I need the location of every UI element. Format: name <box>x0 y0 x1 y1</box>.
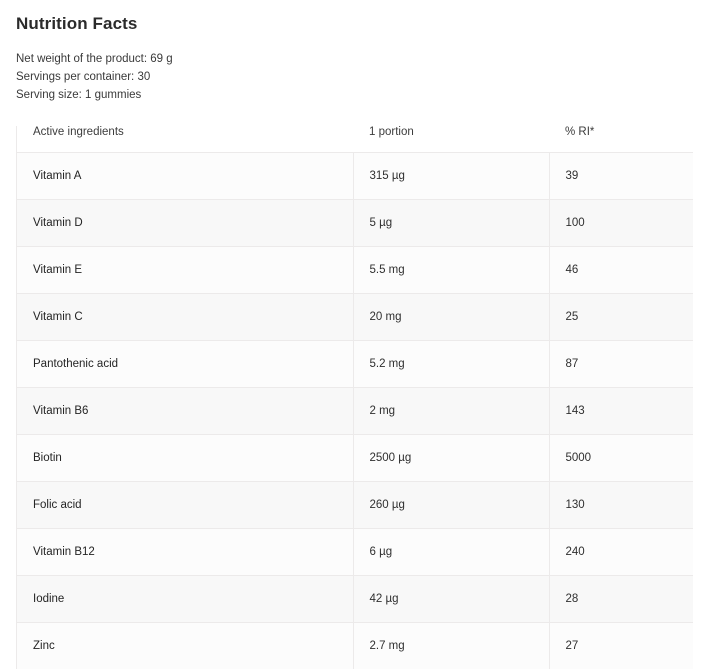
nutrition-table-wrapper <box>16 126 693 669</box>
cell-ingredient: Folic acid <box>17 482 353 529</box>
cell-portion: 20 mg <box>353 294 549 341</box>
cell-ri: 143 <box>549 388 693 435</box>
cell-ri: 130 <box>549 482 693 529</box>
page-title: Nutrition Facts <box>16 14 138 33</box>
cell-ingredient: Vitamin B6 <box>17 388 353 435</box>
table-header-row <box>17 126 693 153</box>
cell-ri: 25 <box>549 294 693 341</box>
serving-info <box>16 50 694 104</box>
cell-ingredient: Vitamin B12 <box>17 529 353 576</box>
table-row <box>17 482 693 529</box>
table-row <box>17 388 693 435</box>
cell-ingredient: Pantothenic acid <box>17 341 353 388</box>
cell-ingredient: Vitamin C <box>17 294 353 341</box>
column-header-ri: % RI* <box>549 126 693 153</box>
cell-portion: 6 µg <box>353 529 549 576</box>
column-header-portion: 1 portion <box>353 126 549 153</box>
table-row <box>17 435 693 482</box>
cell-portion: 315 µg <box>353 153 549 200</box>
cell-portion: 5.5 mg <box>353 247 549 294</box>
table-row <box>17 623 693 670</box>
cell-ri: 87 <box>549 341 693 388</box>
cell-portion: 2 mg <box>353 388 549 435</box>
cell-ingredient: Zinc <box>17 623 353 670</box>
table-row <box>17 529 693 576</box>
net-weight-line: Net weight of the product: 69 g <box>16 53 173 65</box>
cell-ri: 5000 <box>549 435 693 482</box>
cell-ingredient: Vitamin A <box>17 153 353 200</box>
table-header <box>17 126 693 153</box>
cell-ri: 27 <box>549 623 693 670</box>
cell-portion: 260 µg <box>353 482 549 529</box>
cell-ri: 46 <box>549 247 693 294</box>
cell-ingredient: Vitamin D <box>17 200 353 247</box>
column-header-active-ingredients: Active ingredients <box>17 126 353 153</box>
servings-per-container-line: Servings per container: 30 <box>16 71 151 83</box>
table-body <box>17 153 693 670</box>
cell-portion: 5 µg <box>353 200 549 247</box>
table-row <box>17 576 693 623</box>
cell-portion: 42 µg <box>353 576 549 623</box>
cell-ingredient: Iodine <box>17 576 353 623</box>
table-row <box>17 247 693 294</box>
table-row <box>17 294 693 341</box>
cell-portion: 5.2 mg <box>353 341 549 388</box>
cell-ri: 28 <box>549 576 693 623</box>
cell-ri: 240 <box>549 529 693 576</box>
table-row <box>17 341 693 388</box>
nutrition-table <box>17 126 693 669</box>
cell-ri: 100 <box>549 200 693 247</box>
table-row <box>17 200 693 247</box>
cell-ingredient: Vitamin E <box>17 247 353 294</box>
cell-ingredient: Biotin <box>17 435 353 482</box>
cell-portion: 2.7 mg <box>353 623 549 670</box>
cell-ri: 39 <box>549 153 693 200</box>
cell-portion: 2500 µg <box>353 435 549 482</box>
serving-size-line: Serving size: 1 gummies <box>16 89 142 101</box>
table-row <box>17 153 693 200</box>
